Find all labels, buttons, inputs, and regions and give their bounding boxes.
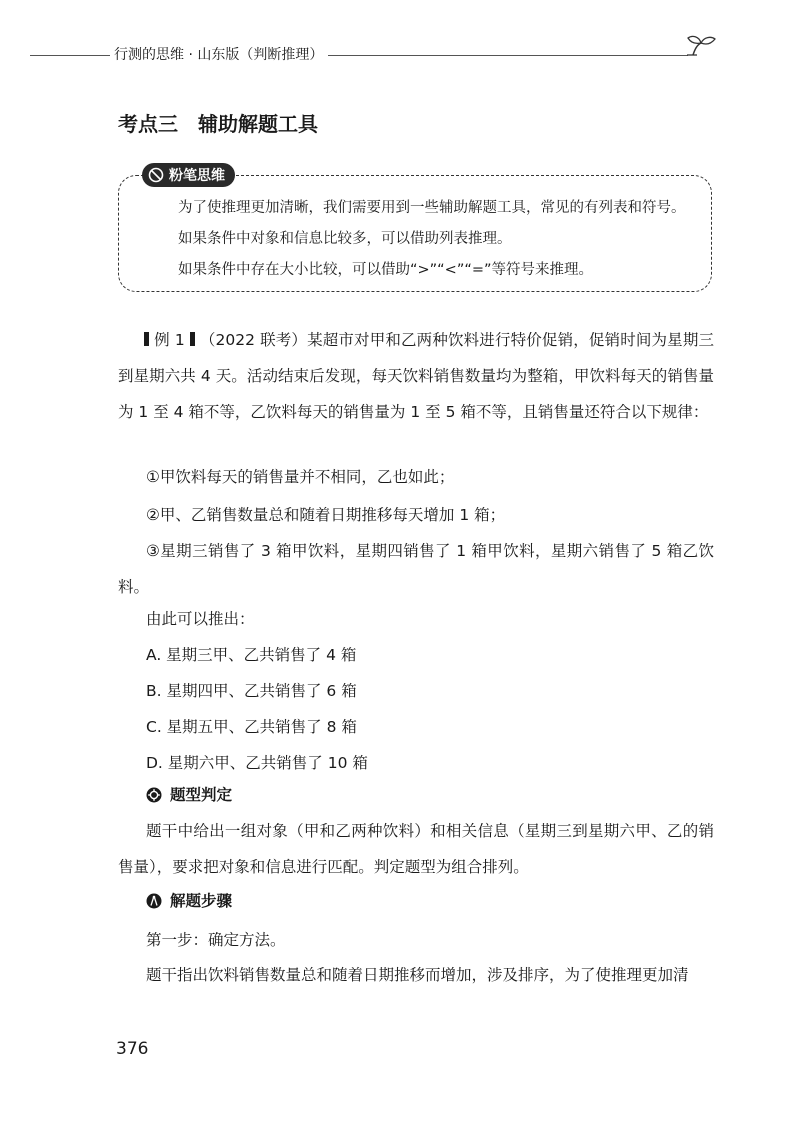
solution-text: 题干指出饮料销售数量总和随着日期推移而增加，涉及排序，为了使推理更加清 [146,966,689,984]
section-title: 考点三 辅助解题工具 [118,112,318,136]
solution-step-1: 第一步：确定方法。 [146,931,286,949]
thinking-badge [142,163,235,187]
condition-item: ③星期三销售了 3 箱甲饮料，星期四销售了 1 箱甲饮料，星期六销售了 5 箱乙饮料。 [118,542,714,596]
condition-item: ②甲、乙销售数量总和随着日期推移每天增加 1 箱； [146,506,506,524]
condition-item: ①甲饮料每天的销售量并不相同，乙也如此； [146,468,455,486]
solution-title: 解题步骤 [170,892,233,910]
thinking-line: 如果条件中对象和信息比较多，可以借助列表推理。 [178,231,512,247]
example-stem [118,322,714,430]
header-rule-left [30,55,110,56]
sprout-icon [683,33,719,59]
no-entry-icon [148,167,164,183]
gear-icon [146,787,162,803]
solution-heading [146,890,232,912]
header-rule-right [328,55,688,56]
compass-icon [146,893,162,909]
example-stem-text: 某超市对甲和乙两种饮料进行特价促销，促销时间为星期三到星期六共 4 天。活动结束后发现，每天饮料销售数量均为整箱，甲饮料每天的销售量为 1 至 4 箱不等，乙饮料每天的销售量为 1 至 5 箱不等，且销售量还符合以下规律： [118,331,714,421]
question-prompt: 由此可以推出： [146,610,255,628]
type-judgment-title: 题型判定 [170,786,233,804]
option-b: B. 星期四甲、乙共销售了 6 箱 [146,682,357,700]
option-c: C. 星期五甲、乙共销售了 8 箱 [146,718,357,736]
example-source: （2022 联考） [199,331,308,349]
running-header-title: 行测的思维 · 山东版（判断推理） [114,47,324,63]
thinking-badge-label: 粉笔思维 [169,168,225,184]
example-marker-right [190,332,195,346]
example-label: 例 1 [154,331,185,349]
page-number: 376 [116,1039,149,1059]
type-judgment-text: 题干中给出一组对象（甲和乙两种饮料）和相关信息（星期三到星期六甲、乙的销售量），要求把对象和信息进行匹配。判定题型为组合排列。 [118,822,714,876]
thinking-line: 如果条件中存在大小比较，可以借助“>”“<”“=”等符号来推理。 [178,262,594,278]
thinking-line: 为了使推理更加清晰，我们需要用到一些辅助解题工具，常见的有列表和符号。 [178,200,686,216]
option-d: D. 星期六甲、乙共销售了 10 箱 [146,754,368,772]
example-marker-left [144,332,149,346]
type-judgment-heading [146,784,232,806]
option-a: A. 星期三甲、乙共销售了 4 箱 [146,646,357,664]
